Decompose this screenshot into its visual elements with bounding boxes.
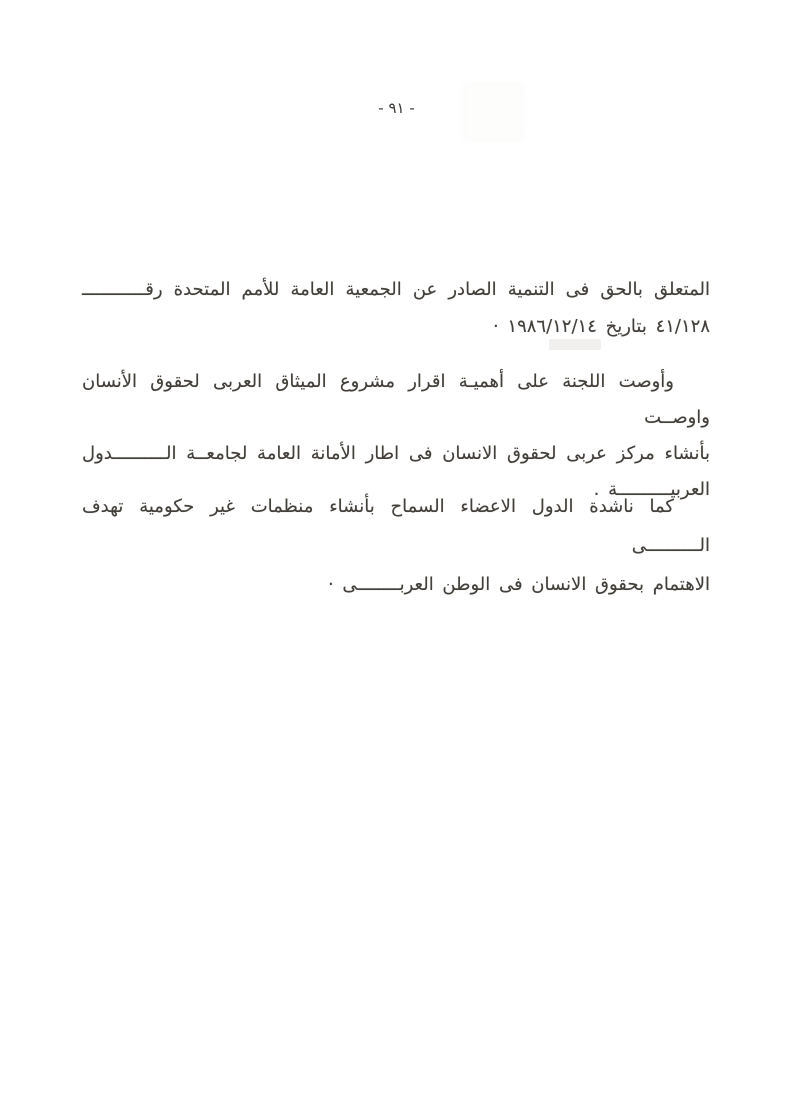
- text-line: كما ناشدة الدول الاعضاء السماح بأنشاء منظمات غير حكومية تهدف الــــــــــى: [82, 496, 710, 556]
- page-number: - ٩١ -: [378, 99, 415, 117]
- text-line: وأوصت اللجنة على أهميـة اقرار مشروع الميثاق العربى لحقوق الأنسان واوصــت: [82, 371, 710, 428]
- text-line-resolution-number-date: ٤١/١٢٨ بتاريخ ١٩٨٦/١٢/١٤ ·: [492, 316, 710, 337]
- text-line: الاهتمام بحقوق الانسان فى الوطن العربــــــــى ·: [327, 574, 710, 595]
- text-line: بأنشاء مركز عربى لحقوق الانسان فى اطار الأمانة العامة لجامعــة الــــــــــدول: [82, 443, 710, 464]
- paragraph-member-states-appeal: [82, 487, 710, 604]
- text-line: المتعلق بالحق فى التنمية الصادر عن الجمعية العامة للأمم المتحدة رقــــــــــــ: [82, 279, 710, 300]
- paragraph-resolution-reference: [82, 271, 710, 345]
- text-line: العربيــــــــــة .: [593, 479, 710, 500]
